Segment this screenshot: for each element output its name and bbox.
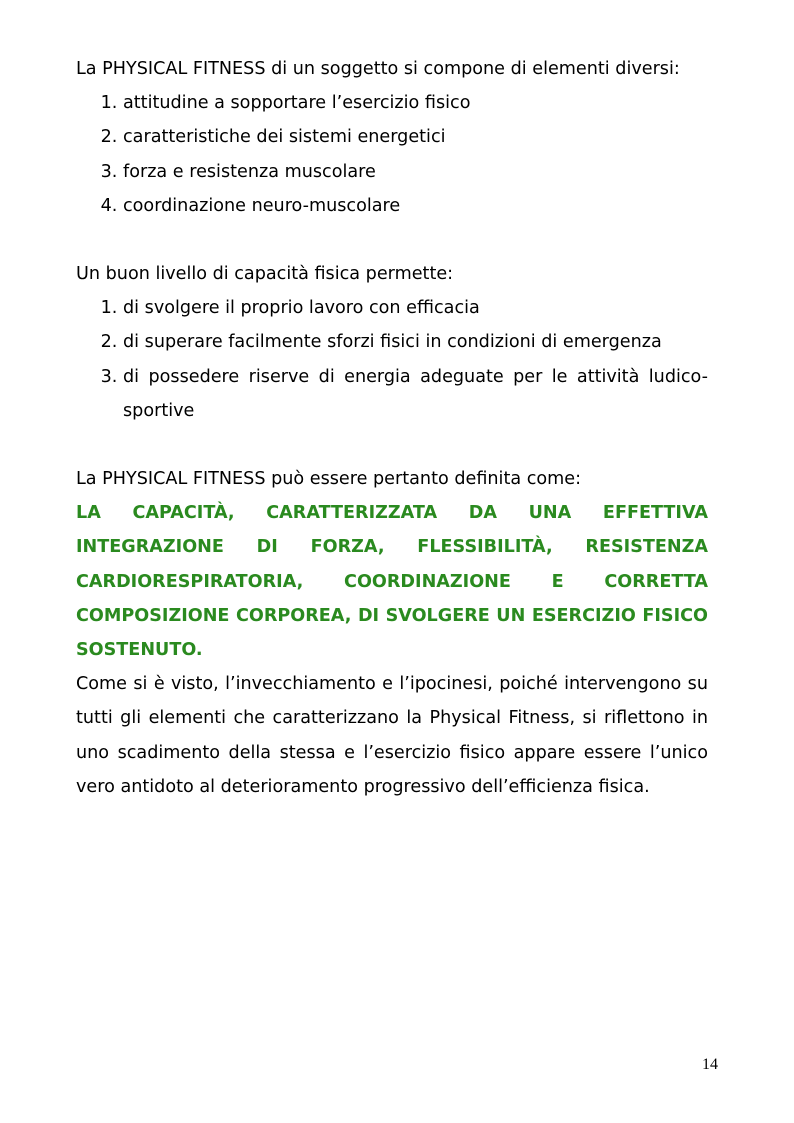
list-item: 3. di possedere riserve di energia adeguate per le attività ludico-sportive xyxy=(123,360,708,428)
list-item: 1. di svolgere il proprio lavoro con efficacia xyxy=(123,291,708,325)
list-item: 4. coordinazione neuro-muscolare xyxy=(123,189,708,223)
paragraph-spacer xyxy=(76,223,708,257)
page-number: 14 xyxy=(702,1056,718,1073)
list-item: 1. attitudine a sopportare l’esercizio fisico xyxy=(123,86,708,120)
list-item: 3. forza e resistenza muscolare xyxy=(123,155,708,189)
fitness-definition: LA CAPACITÀ, CARATTERIZZATA DA UNA EFFETTIVA INTEGRAZIONE DI FORZA, FLESSIBILITÀ, RESISTENZA CARDIORESPIRATORIA, COORDINAZIONE E CORRETTA COMPOSIZIONE CORPOREA, DI SVOLGERE UN ESERCIZIO FISICO SOSTENUTO. xyxy=(76,503,708,661)
conclusion-paragraph: Come si è visto, l’invecchiamento e l’ipocinesi, poiché intervengono su tutti gli elementi che caratterizzano la Physical Fitness, si riflettono in uno scadimento della stessa e l’esercizio fisico appare essere l’unico vero antidoto al deterioramento progressivo dell’efficienza fisica. xyxy=(76,674,708,797)
fitness-components-list xyxy=(76,86,708,223)
paragraph-spacer xyxy=(76,428,708,462)
list-item: 2. caratteristiche dei sistemi energetici xyxy=(123,120,708,154)
definition-intro: La PHYSICAL FITNESS può essere pertanto definita come: xyxy=(76,469,582,490)
fitness-components-intro: La PHYSICAL FITNESS di un soggetto si compone di elementi diversi: xyxy=(76,59,680,79)
benefits-intro: Un buon livello di capacità fisica permette: xyxy=(76,264,454,285)
list-item: 2. di superare facilmente sforzi fisici in condizioni di emergenza xyxy=(123,325,708,359)
document-page xyxy=(76,52,708,804)
benefits-list xyxy=(76,291,708,428)
